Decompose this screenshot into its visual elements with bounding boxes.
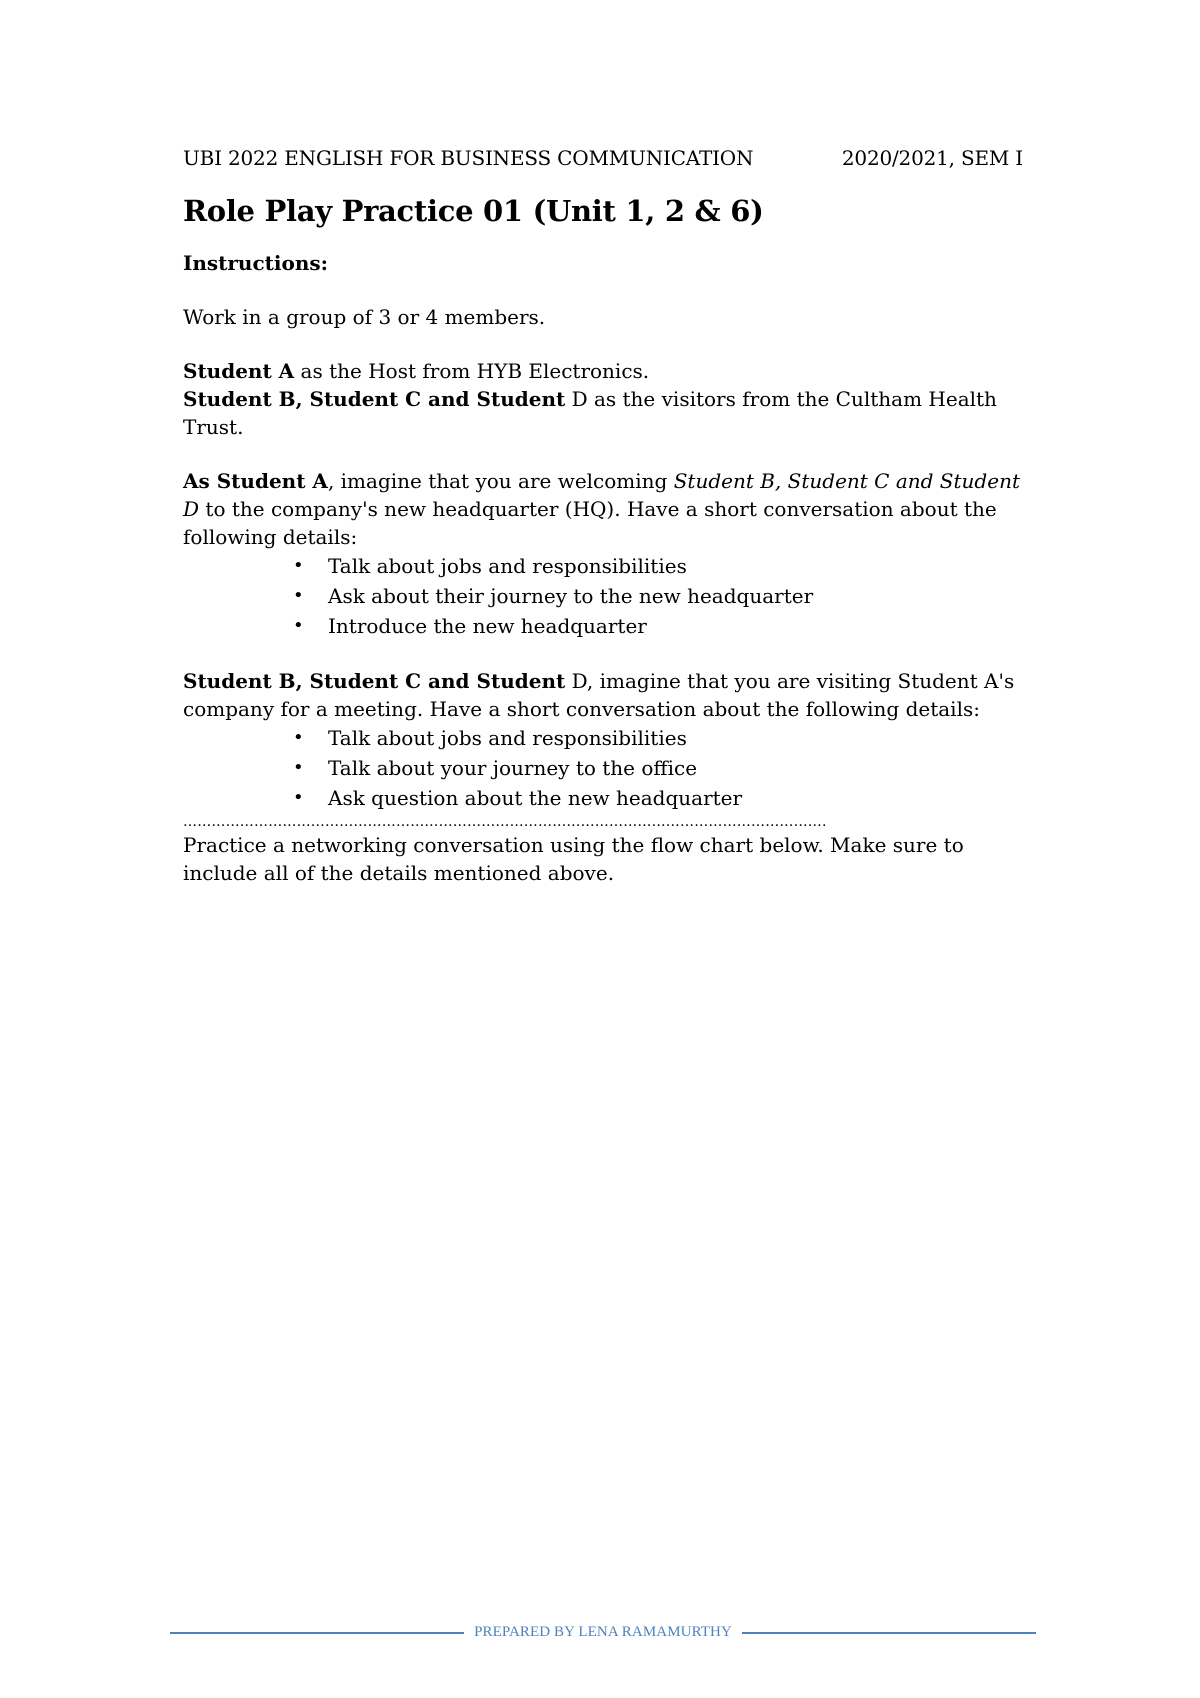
role-students-bcd [183,385,1023,441]
footer-rule-right [742,1632,1036,1634]
bullet-icon: • [293,727,304,748]
practice-instruction: Practice a networking conversation using the flow chart below. Make sure to include all of the details mentioned above. [183,833,964,885]
list-item [183,611,1023,641]
list-item [183,723,1023,753]
instructions-heading: Instructions: [183,251,329,275]
dotted-separator: ………………………………………………………………………………………………………………………. [183,814,827,830]
role-bcd-names: Student B, Student C and Student [183,387,566,411]
list-item-text: Talk about jobs and responsibilities [328,554,687,578]
section-a-text: , imagine that you are welcoming [327,469,674,493]
list-item-text: Ask about their journey to the new headquarter [328,584,814,608]
section-a-italic: Student B, Student C and Student D [183,469,1020,521]
list-item [183,753,1023,783]
list-item-text: Talk about your journey to the office [328,756,698,780]
session-label: 2020/2021, SEM I [841,146,1023,170]
list-item [183,783,1023,813]
bullet-icon: • [293,615,304,636]
page-title: Role Play Practice 01 (Unit 1, 2 & 6) [183,194,764,228]
bullet-icon: • [293,787,304,808]
group-instruction: Work in a group of 3 or 4 members. [183,305,546,329]
list-item-text: Introduce the new headquarter [328,614,647,638]
course-title: UBI 2022 ENGLISH FOR BUSINESS COMMUNICATION [183,146,754,170]
document-body [183,144,1023,887]
section-bcd-lead [183,667,1023,723]
section-a-lead [183,467,1023,551]
bullet-icon: • [293,757,304,778]
role-a-name: Student A [183,359,295,383]
section-bcd-bold: Student B, Student C and Student [183,669,566,693]
section-a-tail: to the company's new headquarter (HQ). Have a short conversation about the following details: [183,497,997,549]
footer-credit: PREPARED BY LENA RAMAMURTHY [474,1624,732,1640]
page-footer [170,1624,1036,1641]
list-item [183,551,1023,581]
document-header [183,144,1023,172]
section-a-bullets [183,551,1023,641]
footer-rule-left [170,1632,464,1634]
role-bcd-desc: D as the visitors from the Cultham Health Trust. [183,387,997,439]
role-a-desc: as the Host from HYB Electronics. [294,359,650,383]
list-item-text: Talk about jobs and responsibilities [328,726,687,750]
bullet-icon: • [293,585,304,606]
section-bcd-text: D, imagine that you are visiting Student A's company for a meeting. Have a short conversation about the following details: [183,669,1015,721]
section-bcd-bullets [183,723,1023,813]
list-item-text: Ask question about the new headquarter [328,786,743,810]
list-item [183,581,1023,611]
section-a-bold: As Student A [183,469,328,493]
bullet-icon: • [293,555,304,576]
role-student-a [183,357,1023,385]
